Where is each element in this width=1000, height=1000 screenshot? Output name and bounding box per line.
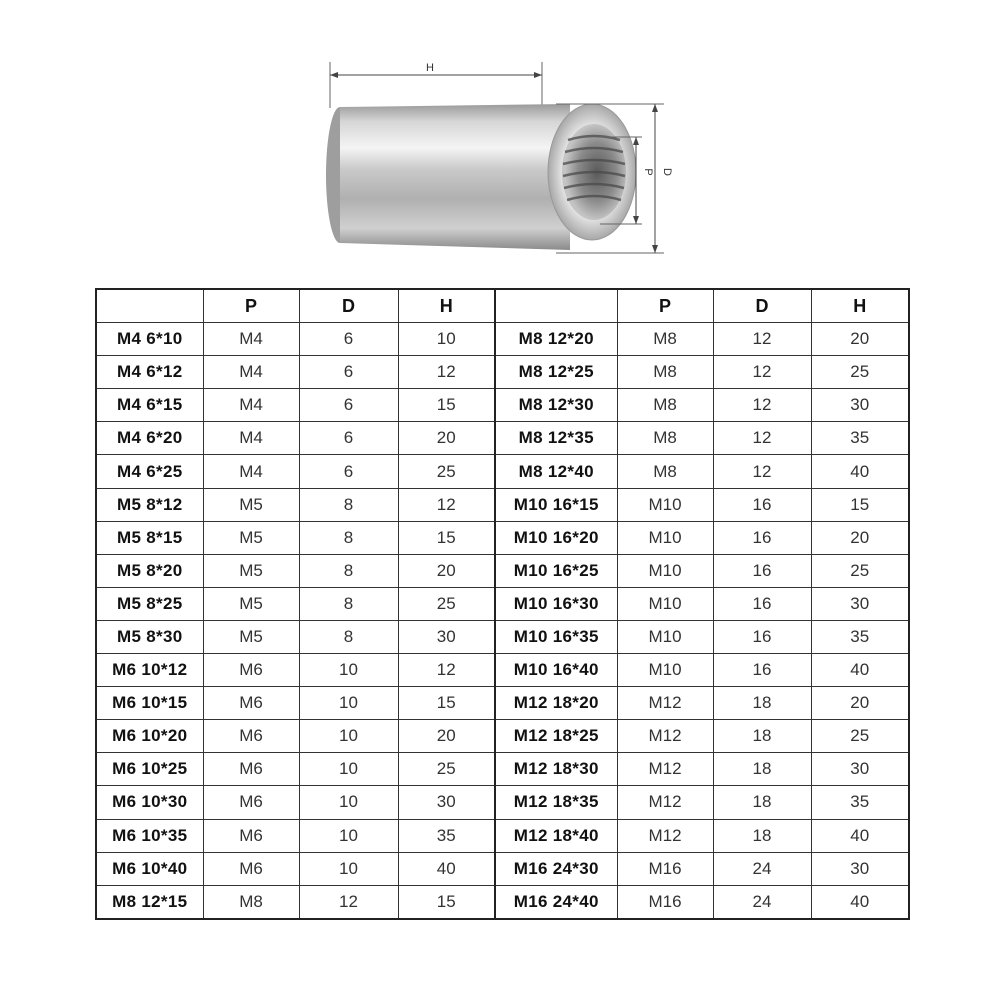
column-header: [96, 289, 203, 323]
value-cell: M10: [617, 654, 713, 687]
value-cell: M4: [203, 455, 299, 488]
value-cell: 12: [713, 323, 811, 356]
value-cell: M10: [617, 587, 713, 620]
value-cell: 40: [811, 885, 909, 919]
value-cell: M8: [617, 323, 713, 356]
value-cell: 12: [713, 356, 811, 389]
value-cell: M4: [203, 422, 299, 455]
table-row: [96, 852, 909, 885]
value-cell: 10: [299, 819, 398, 852]
value-cell: 18: [713, 687, 811, 720]
value-cell: 30: [811, 587, 909, 620]
value-cell: 25: [811, 554, 909, 587]
table-row: [96, 687, 909, 720]
table-row: [96, 521, 909, 554]
value-cell: 12: [398, 488, 495, 521]
value-cell: 25: [811, 720, 909, 753]
value-cell: M10: [617, 620, 713, 653]
value-cell: 30: [811, 753, 909, 786]
value-cell: 40: [811, 455, 909, 488]
model-cell: M5 8*20: [96, 554, 203, 587]
value-cell: 8: [299, 554, 398, 587]
table-row: [96, 389, 909, 422]
model-cell: M8 12*40: [495, 455, 617, 488]
table-row: [96, 620, 909, 653]
value-cell: 6: [299, 356, 398, 389]
model-cell: M6 10*30: [96, 786, 203, 819]
table-row: [96, 554, 909, 587]
inner-diameter-label: P: [642, 168, 654, 176]
model-cell: M12 18*20: [495, 687, 617, 720]
model-cell: M6 10*25: [96, 753, 203, 786]
model-cell: M10 16*25: [495, 554, 617, 587]
value-cell: 15: [398, 389, 495, 422]
value-cell: 8: [299, 587, 398, 620]
value-cell: 12: [713, 455, 811, 488]
value-cell: 40: [811, 654, 909, 687]
value-cell: 20: [398, 554, 495, 587]
value-cell: M16: [617, 885, 713, 919]
value-cell: 25: [398, 753, 495, 786]
model-cell: M4 6*10: [96, 323, 203, 356]
model-cell: M16 24*30: [495, 852, 617, 885]
model-cell: M16 24*40: [495, 885, 617, 919]
value-cell: M10: [617, 554, 713, 587]
value-cell: 25: [811, 356, 909, 389]
model-cell: M10 16*35: [495, 620, 617, 653]
table-row: [96, 587, 909, 620]
model-cell: M6 10*35: [96, 819, 203, 852]
table-row: [96, 753, 909, 786]
table-row: [96, 654, 909, 687]
model-cell: M8 12*20: [495, 323, 617, 356]
value-cell: M5: [203, 620, 299, 653]
model-cell: M8 12*35: [495, 422, 617, 455]
value-cell: 24: [713, 852, 811, 885]
value-cell: 8: [299, 488, 398, 521]
table-row: [96, 720, 909, 753]
value-cell: 40: [811, 819, 909, 852]
value-cell: 10: [299, 687, 398, 720]
value-cell: 6: [299, 455, 398, 488]
value-cell: 6: [299, 323, 398, 356]
value-cell: M8: [617, 422, 713, 455]
value-cell: M6: [203, 786, 299, 819]
value-cell: 18: [713, 786, 811, 819]
model-cell: M5 8*30: [96, 620, 203, 653]
table-row: [96, 488, 909, 521]
value-cell: 10: [299, 654, 398, 687]
model-cell: M6 10*12: [96, 654, 203, 687]
value-cell: 35: [811, 786, 909, 819]
model-cell: M4 6*15: [96, 389, 203, 422]
table-header-row: [96, 289, 909, 323]
column-header: H: [398, 289, 495, 323]
model-cell: M8 12*25: [495, 356, 617, 389]
value-cell: 15: [811, 488, 909, 521]
value-cell: 15: [398, 885, 495, 919]
value-cell: 10: [299, 753, 398, 786]
table-row: [96, 819, 909, 852]
value-cell: 30: [811, 852, 909, 885]
value-cell: 16: [713, 587, 811, 620]
value-cell: 10: [398, 323, 495, 356]
value-cell: M8: [617, 389, 713, 422]
value-cell: 12: [713, 422, 811, 455]
model-cell: M4 6*12: [96, 356, 203, 389]
value-cell: 24: [713, 885, 811, 919]
value-cell: M10: [617, 521, 713, 554]
value-cell: M5: [203, 521, 299, 554]
model-cell: M8 12*30: [495, 389, 617, 422]
value-cell: 35: [811, 620, 909, 653]
value-cell: 16: [713, 654, 811, 687]
model-cell: M10 16*15: [495, 488, 617, 521]
value-cell: M6: [203, 720, 299, 753]
coupling-nut-image: [326, 104, 636, 250]
value-cell: 30: [398, 620, 495, 653]
model-cell: M6 10*15: [96, 687, 203, 720]
model-cell: M12 18*25: [495, 720, 617, 753]
value-cell: 16: [713, 554, 811, 587]
value-cell: M12: [617, 786, 713, 819]
value-cell: M6: [203, 753, 299, 786]
value-cell: 12: [398, 356, 495, 389]
value-cell: 18: [713, 819, 811, 852]
value-cell: 35: [398, 819, 495, 852]
value-cell: 20: [811, 521, 909, 554]
table-row: [96, 455, 909, 488]
value-cell: 12: [713, 389, 811, 422]
table-row: [96, 323, 909, 356]
table-row: [96, 885, 909, 919]
length-dimension: [330, 62, 542, 108]
value-cell: M6: [203, 687, 299, 720]
table-row: [96, 786, 909, 819]
model-cell: M10 16*40: [495, 654, 617, 687]
value-cell: 18: [713, 720, 811, 753]
model-cell: M12 18*35: [495, 786, 617, 819]
value-cell: 15: [398, 521, 495, 554]
column-header: D: [713, 289, 811, 323]
value-cell: 20: [811, 687, 909, 720]
model-cell: M12 18*40: [495, 819, 617, 852]
model-cell: M4 6*25: [96, 455, 203, 488]
value-cell: M4: [203, 323, 299, 356]
value-cell: M5: [203, 554, 299, 587]
value-cell: 20: [398, 422, 495, 455]
column-header: D: [299, 289, 398, 323]
value-cell: M5: [203, 488, 299, 521]
value-cell: 18: [713, 753, 811, 786]
value-cell: M12: [617, 819, 713, 852]
value-cell: 30: [398, 786, 495, 819]
value-cell: 16: [713, 521, 811, 554]
value-cell: 40: [398, 852, 495, 885]
model-cell: M5 8*12: [96, 488, 203, 521]
model-cell: M6 10*40: [96, 852, 203, 885]
value-cell: 16: [713, 488, 811, 521]
model-cell: M4 6*20: [96, 422, 203, 455]
value-cell: M6: [203, 819, 299, 852]
value-cell: 8: [299, 620, 398, 653]
value-cell: 25: [398, 587, 495, 620]
value-cell: 12: [299, 885, 398, 919]
value-cell: 20: [811, 323, 909, 356]
value-cell: 15: [398, 687, 495, 720]
outer-diameter-label: D: [661, 168, 673, 176]
model-cell: M6 10*20: [96, 720, 203, 753]
value-cell: M16: [617, 852, 713, 885]
value-cell: M4: [203, 389, 299, 422]
model-cell: M8 12*15: [96, 885, 203, 919]
model-cell: M5 8*15: [96, 521, 203, 554]
column-header: P: [617, 289, 713, 323]
value-cell: M12: [617, 687, 713, 720]
value-cell: 6: [299, 389, 398, 422]
value-cell: M12: [617, 753, 713, 786]
value-cell: M5: [203, 587, 299, 620]
value-cell: M10: [617, 488, 713, 521]
value-cell: M8: [617, 356, 713, 389]
value-cell: 8: [299, 521, 398, 554]
value-cell: 25: [398, 455, 495, 488]
column-header: H: [811, 289, 909, 323]
value-cell: 10: [299, 786, 398, 819]
model-cell: M10 16*20: [495, 521, 617, 554]
product-drawing: [0, 0, 1000, 280]
model-cell: M10 16*30: [495, 587, 617, 620]
value-cell: M12: [617, 720, 713, 753]
value-cell: M8: [203, 885, 299, 919]
value-cell: 30: [811, 389, 909, 422]
value-cell: M6: [203, 852, 299, 885]
value-cell: 16: [713, 620, 811, 653]
table-row: [96, 422, 909, 455]
value-cell: M4: [203, 356, 299, 389]
value-cell: 6: [299, 422, 398, 455]
value-cell: 12: [398, 654, 495, 687]
value-cell: 35: [811, 422, 909, 455]
model-cell: M5 8*25: [96, 587, 203, 620]
column-header: [495, 289, 617, 323]
value-cell: 10: [299, 852, 398, 885]
column-header: P: [203, 289, 299, 323]
value-cell: M8: [617, 455, 713, 488]
value-cell: M6: [203, 654, 299, 687]
value-cell: 20: [398, 720, 495, 753]
table-row: [96, 356, 909, 389]
specification-table: [95, 288, 910, 920]
value-cell: 10: [299, 720, 398, 753]
model-cell: M12 18*30: [495, 753, 617, 786]
length-label: H: [426, 62, 434, 74]
